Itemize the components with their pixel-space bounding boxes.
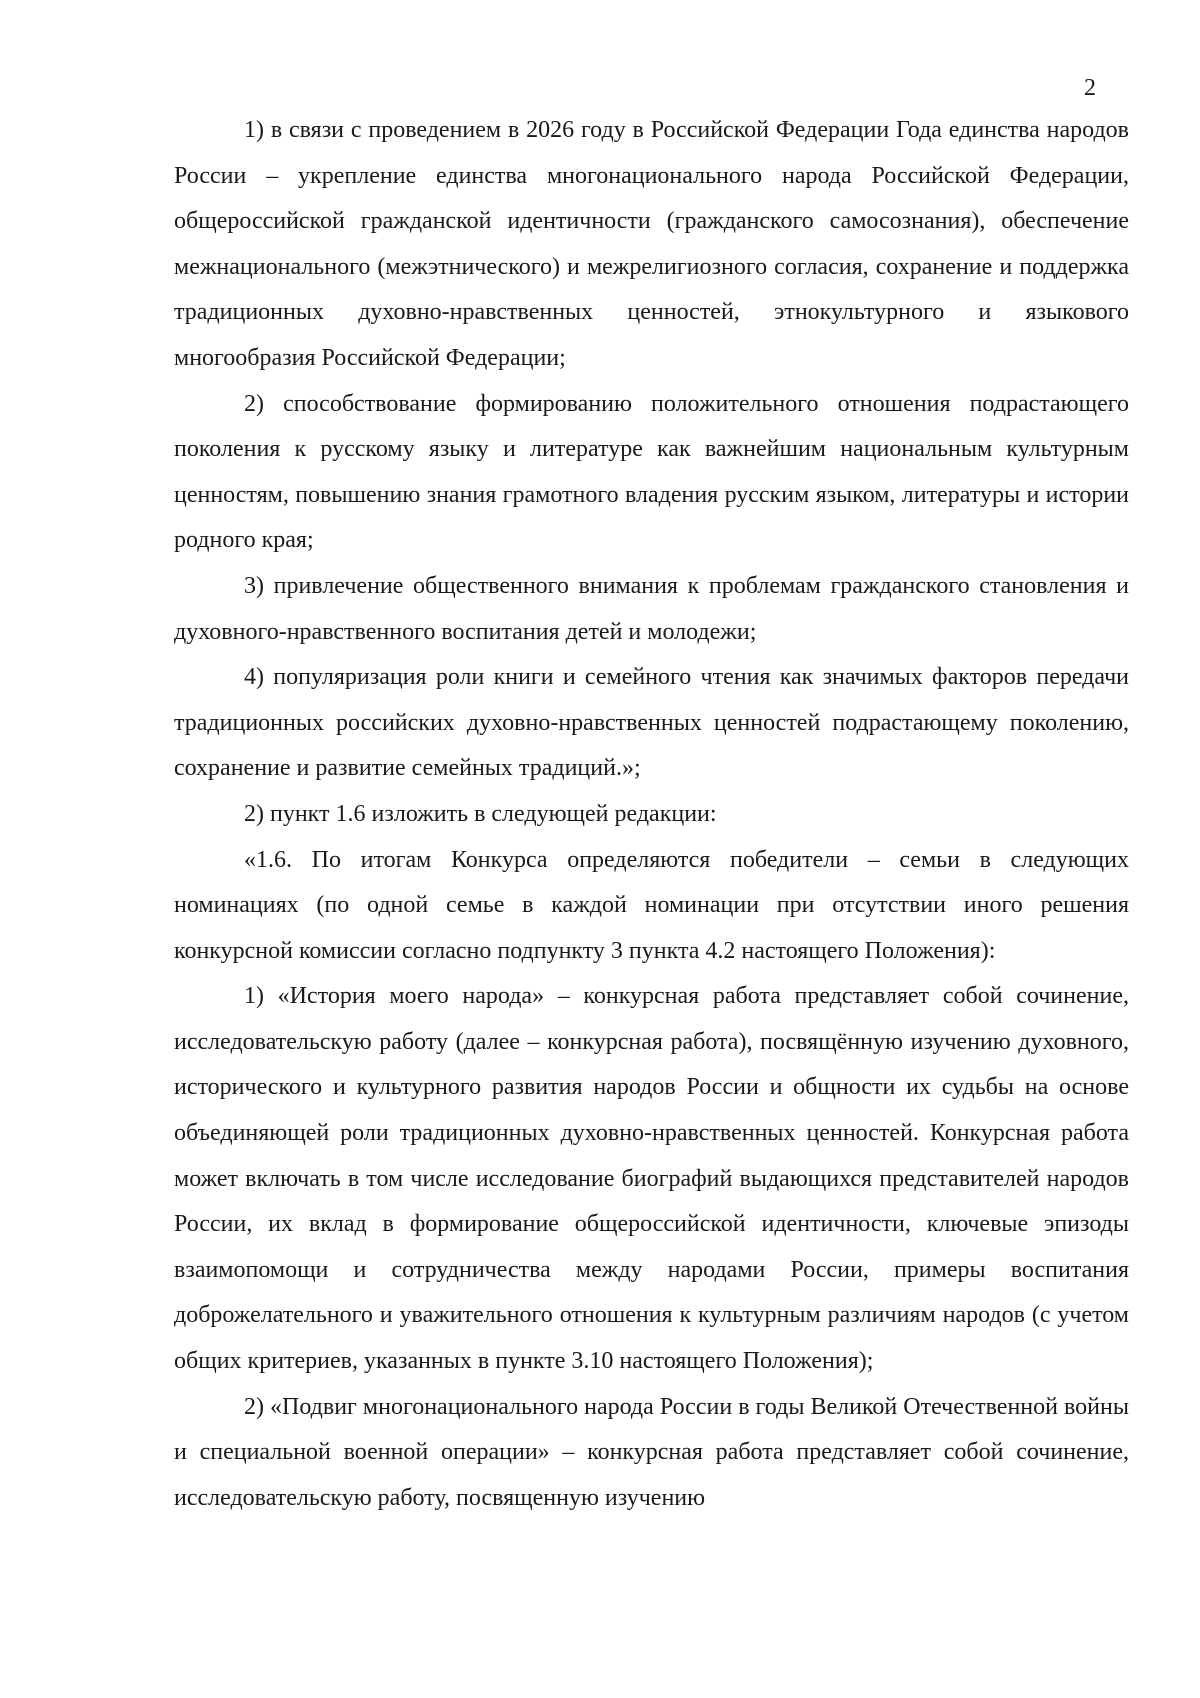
page-number: 2 <box>1084 75 1096 101</box>
paragraph-goal-2: 2) способствование формированию положительного отношения подрастающего поколения к русскому языку и литературе как важнейшим национальным культурным ценностям, повышению знания грамотного владения русским языком, литературы и истории родного края; <box>174 390 1129 554</box>
paragraph-goal-4: 4) популяризация роли книги и семейного чтения как значимых факторов передачи традиционных российских духовно-нравственных ценностей подрастающему поколению, сохранение и развитие семейных традиций.»; <box>174 664 1129 782</box>
paragraph-nomination-2: 2) «Подвиг многонационального народа России в годы Великой Отечественной войны и специальной военной операции» – конкурсная работа представляет собой сочинение, исследовательскую работу, посвященную изучению <box>174 1393 1129 1511</box>
paragraph-clause-1-6: «1.6. По итогам Конкурса определяются победители – семьи в следующих номинациях (по одной семье в каждой номинации при отсутствии иного решения конкурсной комиссии согласно подпункту 3 пункта 4.2 настоящего Положения): <box>174 846 1129 964</box>
document-body <box>174 108 1129 1521</box>
paragraph-amendment-2: 2) пункт 1.6 изложить в следующей редакции: <box>244 800 717 827</box>
paragraph-goal-1: 1) в связи с проведением в 2026 году в Российской Федерации Года единства народов России – укрепление единства многонационального народа Российской Федерации, общероссийской гражданской идентичности (гражданского самосознания), обеспечение межнационального (межэтнического) и межрелигиозного согласия, сохранение и поддержка традиционных духовно-нравственных ценностей, этнокультурного и языкового многообразия Российской Федерации; <box>174 117 1129 371</box>
paragraph-nomination-1: 1) «История моего народа» – конкурсная работа представляет собой сочинение, исследовательскую работу (далее – конкурсная работа), посвящённую изучению духовного, исторического и культурного развития народов России и общности их судьбы на основе объединяющей роли традиционных духовно-нравственных ценностей. Конкурсная работа может включать в том числе исследование биографий выдающихся представителей народов России, их вклад в формирование общероссийской идентичности, ключевые эпизоды взаимопомощи и сотрудничества между народами России, примеры воспитания доброжелательного и уважительного отношения к культурным различиям народов (с учетом общих критериев, указанных в пункте 3.10 настоящего Положения); <box>174 983 1129 1375</box>
paragraph-goal-3: 3) привлечение общественного внимания к проблемам гражданского становления и духовного-нравственного воспитания детей и молодежи; <box>174 572 1129 645</box>
